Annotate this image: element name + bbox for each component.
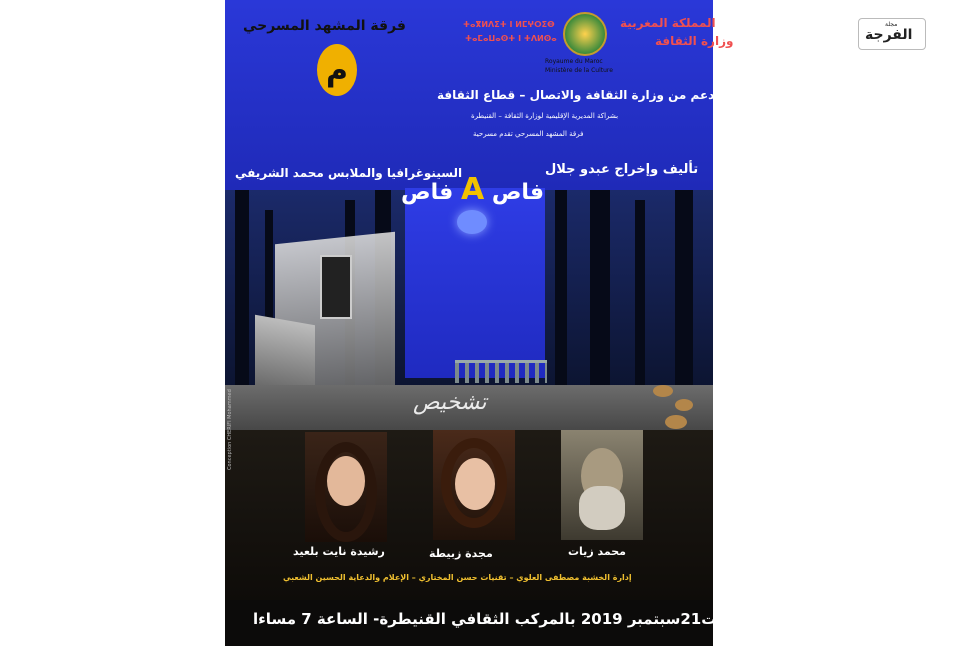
tree: [235, 190, 249, 390]
moon: [457, 210, 487, 234]
magazine-logo[interactable]: [858, 18, 926, 50]
tree: [635, 200, 645, 390]
title-left: فاص: [401, 180, 454, 205]
technical-credits: إدارة الخشبة مصطفى العلوي – تقنيات حسن المختاري – الإعلام والدعاية الحسين الشعبي: [283, 573, 632, 582]
design-credit: Conception CHERIFI Mohammed: [227, 389, 233, 470]
rocks: [635, 385, 705, 435]
cast-name-3: محمد زيات: [568, 545, 626, 558]
magazine-name: [865, 27, 912, 43]
cast-name-2: مجدة زبيطة: [429, 547, 493, 560]
support-line: بدعم من وزارة الثقافة والاتصال – قطاع الثقافة: [437, 88, 720, 102]
partnership-line: بشراكة المديرية الإقليمية لوزارة الثقافة – القنيطرة: [471, 112, 619, 120]
balustrade: [455, 360, 547, 383]
theater-poster: [225, 0, 750, 646]
play-title: [401, 172, 544, 207]
troupe-name: فرقة المشهد المسرحي: [243, 18, 406, 34]
royaume-text: Royaume du Maroc: [545, 58, 603, 65]
cast-heading: تشخيص: [413, 390, 487, 415]
ministry-tifinagh-line2: ⵜⴰⵎⴰⵡⴰⵙⵜ ⵏ ⵜⴷⵍⵙⴰ: [465, 34, 557, 43]
cast-photo-2: [433, 430, 515, 540]
magazine-name-text: الفرجة: [865, 27, 913, 43]
ministry-tifinagh-line1: ⵜⴰⴳⵍⴷⵉⵜ ⵏ ⵍⵎⵖⵔⵉⴱ: [463, 20, 555, 29]
tree: [555, 190, 567, 390]
troupe-logo: [317, 44, 357, 96]
stage-window: [320, 255, 352, 319]
title-right: فاص: [491, 180, 545, 205]
magazine-label: مجلة: [885, 21, 898, 28]
author-credit: تأليف وإخراج عبدو جلال: [545, 162, 699, 177]
ministry-emblem-icon: [563, 12, 607, 56]
logo-glyph: م: [326, 52, 348, 88]
tree: [590, 190, 610, 390]
ministere-text: Ministère de la Culture: [545, 67, 613, 74]
presents-line: فرقة المشهد المسرحي تقدم مسرحية: [473, 130, 584, 138]
tree: [675, 190, 693, 390]
event-date: السبت21سبتمبر 2019 بالمركب الثقافي القنيطرة- الساعة 7 مساءا: [253, 610, 750, 628]
cast-photo-3: [561, 430, 643, 540]
ministry-arabic-line1: المملكة المغربية: [620, 16, 716, 30]
ministry-arabic-line2: وزارة الثقافة: [655, 34, 734, 48]
scenography-credit: السينوغرافيا والملابس محمد الشريفي: [235, 166, 463, 180]
cast-name-1: رشيدة نايت بلعيد: [293, 545, 385, 558]
title-letter: A: [460, 172, 485, 207]
cast-photo-1: [305, 432, 387, 542]
